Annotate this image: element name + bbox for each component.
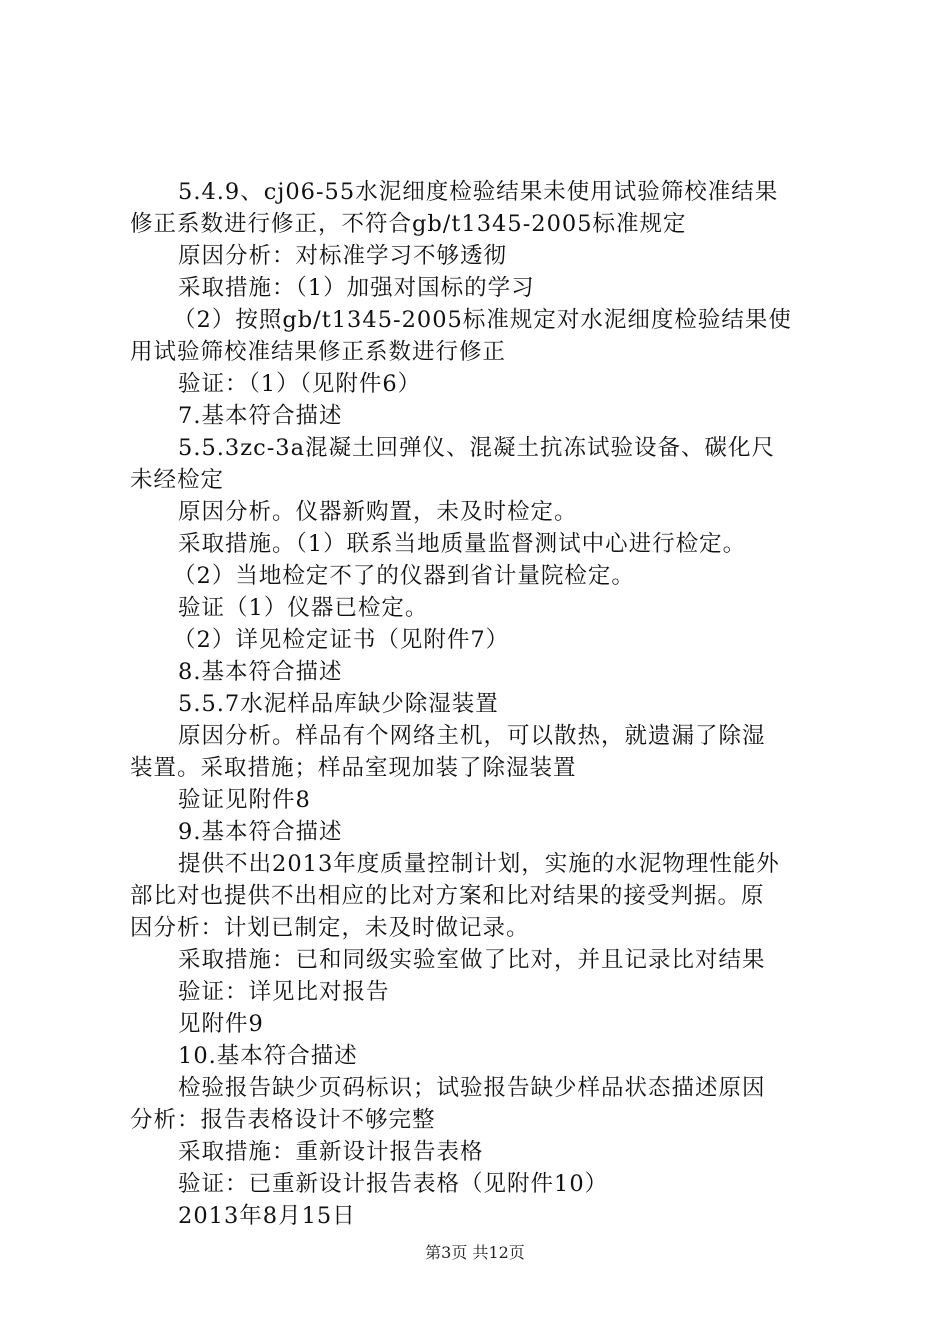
section-heading: 9.基本符合描述 [178,819,343,845]
text-line: 因分析：计划已制定，未及时做记录。 [130,915,530,941]
section-heading: 8.基本符合描述 [178,659,343,685]
text-line: 验证：（1）（见附件6） [178,371,422,397]
text-line: 采取措施：重新设计报告表格 [178,1139,484,1165]
text-line: 采取措施：（1）加强对国标的学习 [178,275,535,301]
text-line: 原因分析：对标准学习不够透彻 [178,243,508,269]
text-line: 修正系数进行修正，不符合gb/t1345-2005标准规定 [130,211,687,237]
text-line: 采取措施。（1）联系当地质量监督测试中心进行检定。 [178,531,747,557]
text-line: 5.5.7水泥样品库缺少除湿装置 [178,691,499,717]
text-line: 5.4.9、cj06-55水泥细度检验结果未使用试验筛校准结果 [178,179,779,205]
text-line: 用试验筛校准结果修正系数进行修正 [130,339,507,365]
section-heading: 7.基本符合描述 [178,403,343,429]
text-line: 验证：已重新设计报告表格（见附件10） [178,1171,609,1197]
text-line: （2）详见检定证书（见附件7） [173,627,510,653]
text-line: 原因分析。仪器新购置，未及时检定。 [178,499,578,525]
section-heading: 10.基本符合描述 [178,1043,358,1069]
text-line: 部比对也提供不出相应的比对方案和比对结果的接受判据。原 [130,883,765,909]
document-date: 2013年8月15日 [178,1203,356,1229]
text-line: 验证：详见比对报告 [178,979,390,1005]
text-line: 提供不出2013年度质量控制计划，实施的水泥物理性能外 [178,851,780,877]
document-body [130,176,832,1232]
text-line: （2）当地检定不了的仪器到省计量院检定。 [173,563,635,589]
text-line: 未经检定 [130,467,225,493]
text-line: 检验报告缺少页码标识；试验报告缺少样品状态描述原因 [178,1075,766,1101]
text-line: 采取措施：已和同级实验室做了比对，并且记录比对结果 [178,947,766,973]
text-line: 验证见附件8 [178,787,311,813]
text-line: 分析：报告表格设计不够完整 [130,1107,436,1133]
text-line: 见附件9 [178,1011,264,1037]
text-line: 原因分析。样品有个网络主机，可以散热，就遗漏了除湿 [178,723,766,749]
text-line: 验证（1）仪器已检定。 [178,595,429,621]
text-line: 装置。采取措施；样品室现加装了除湿装置 [130,755,577,781]
page-number-footer: 第3页 共12页 [425,1243,525,1262]
text-line: 5.5.3zc-3a混凝土回弹仪、混凝土抗冻试验设备、碳化尺 [178,435,776,461]
text-line: （2）按照gb/t1345-2005标准规定对水泥细度检验结果使 [173,307,792,333]
